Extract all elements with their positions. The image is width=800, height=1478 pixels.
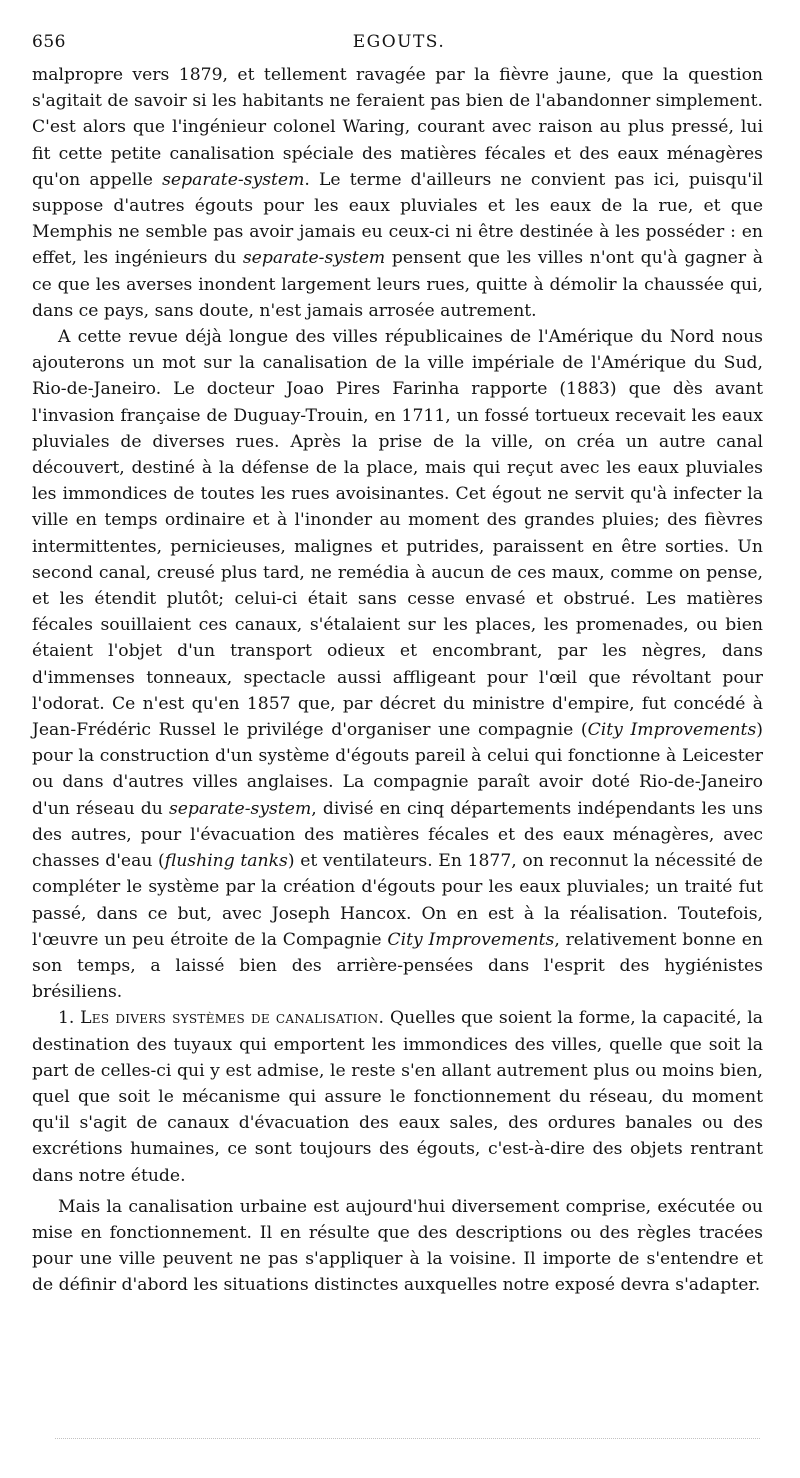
italic-term: separate-system bbox=[242, 248, 386, 269]
paragraph-canalisation-urbaine bbox=[32, 1194, 763, 1299]
italic-term: separate-system bbox=[168, 798, 312, 819]
page-number: 656 bbox=[32, 32, 66, 52]
paragraph-section-1 bbox=[32, 1005, 763, 1188]
text-run: Mais la canalisation urbaine est aujourd'hui diversement comprise, exécutée ou mise en fonctionnement. Il en résulte que des descriptions ou des règles tracées pour une ville peuvent ne pas s'appliquer à la voisine. Il importe de s'entendre et de définir d'abord les situations distinctes auxquelles notre exposé devra s'adapter. bbox=[32, 1196, 763, 1296]
italic-term: separate-system bbox=[162, 169, 305, 190]
text-run: A cette revue déjà longue des villes républicaines de l'Amérique du Nord nous ajouterons un mot sur la canalisation de la ville impériale de l'Amérique du Sud, Rio-de-Janeiro. Le docteur Joao Pires Farinha rapporte (1883) que dès avant l'invasion française de Duguay-Trouin, en 1711, un fossé tortueux recevait les eaux pluviales de diverses rues. Après la prise de la ville, on créa un autre canal découvert, destiné à la défense de la place, mais qui reçut avec les eaux pluviales les immondices de toutes les rues avoisinantes. Cet égout ne servit qu'à infecter la ville en temps ordinaire et à l'inonder au moment des grandes pluies; des fièvres intermittentes, pernicieuses, malignes et putrides, paraissent en être sorties. Un second canal, creusé plus tard, ne remédia à aucun de ces maux, comme on pense, et les étendit plutôt; celui-ci était sans cesse envasé et obstrué. Les matières fécales souillaient ces canaux, s'étalaient sur les places, les promenades, ou bien étaient l'objet d'un transport odieux et encombrant, par les nègres, dans d'immenses tonneaux, spectacle aussi affligeant pour l'œil que révoltant pour l'odorat. Ce n'est qu'en 1857 que, par décret du ministre d'empire, fut concédé à Jean-Frédéric Russel le privilége d'organiser une compagnie ( bbox=[32, 327, 763, 741]
text-run: malpropre vers 1879, et tellement ravagée par la fièvre jaune, que la question s'agitait de savoir si les habitants ne feraient pas bien de l'abandonner simplement. C'est alors que l'ingénieur colonel Waring, courant avec raison au plus pressé, lui fit cette petite canalisation spéciale des matières fécales et des eaux ménagères qu'on appelle bbox=[32, 65, 763, 190]
text-run: , divisé en cinq départements indépendants les uns des autres, pour l'évacuation des matières fécales et des eaux ménagères, avec chasses d'eau ( bbox=[32, 798, 763, 872]
scan-noise-divider bbox=[55, 1438, 760, 1443]
text-run: ) pour la construction d'un système d'égouts pareil à celui qui fonctionne à Leicester ou dans d'autres villes anglaises. La compagnie paraît avoir doté Rio-de-Janeiro d'un réseau du bbox=[32, 720, 763, 819]
section-number: 1. bbox=[58, 1008, 81, 1029]
text-run: . Le terme d'ailleurs ne convient pas ici, puisqu'il suppose d'autres égouts pour les eaux pluviales et les eaux de la rue, et que Memphis ne semble pas avoir jamais eu ceux-ci ni être destinée à les posséder : en effet, les ingénieurs du bbox=[32, 169, 764, 269]
running-title: EGOUTS. bbox=[352, 32, 446, 52]
italic-term: City Improvements bbox=[387, 929, 555, 950]
paragraph-rio-de-janeiro bbox=[32, 324, 763, 1005]
page-body bbox=[32, 62, 763, 1299]
text-run: pensent que les villes n'ont qu'à gagner à ce que les averses inondent largement leurs rues, quitte à démolir la chaussée qui, dans ce pays, sans doute, n'est jamais arrosée autrement. bbox=[32, 248, 763, 321]
paragraph-memphis bbox=[32, 62, 763, 324]
text-run: , relativement bonne en son temps, a laissé bien des arrière-pensées dans l'esprit des hygiénistes brésiliens. bbox=[32, 929, 763, 1003]
italic-term: flushing tanks bbox=[164, 851, 288, 872]
running-header bbox=[32, 30, 766, 54]
text-run: Quelles que soient la forme, la capacité, la destination des tuyaux qui emportent les immondices des villes, quelle que soit la part de celles-ci qui y est admise, le reste s'en allant autrement plus ou moins bien, quel que soit le mécanisme qui assure le fonctionnement du réseau, du moment qu'il s'agit de canaux d'évacuation des eaux sales, des ordures banales ou des excrétions humaines, ce sont toujours des égouts, c'est-à-dire des objets rentrant dans notre étude. bbox=[32, 1008, 763, 1186]
italic-term: City Improvements bbox=[587, 720, 757, 741]
text-run: ) et ventilateurs. En 1877, on reconnut la nécessité de compléter le système par la création d'égouts pour les eaux pluviales; un traité fut passé, dans ce but, avec Joseph Hancox. On en est à la réalisation. Toutefois, l'œuvre un peu étroite de la Compagnie bbox=[32, 851, 763, 950]
section-heading: Les divers systèmes de canalisation. bbox=[80, 1008, 385, 1029]
